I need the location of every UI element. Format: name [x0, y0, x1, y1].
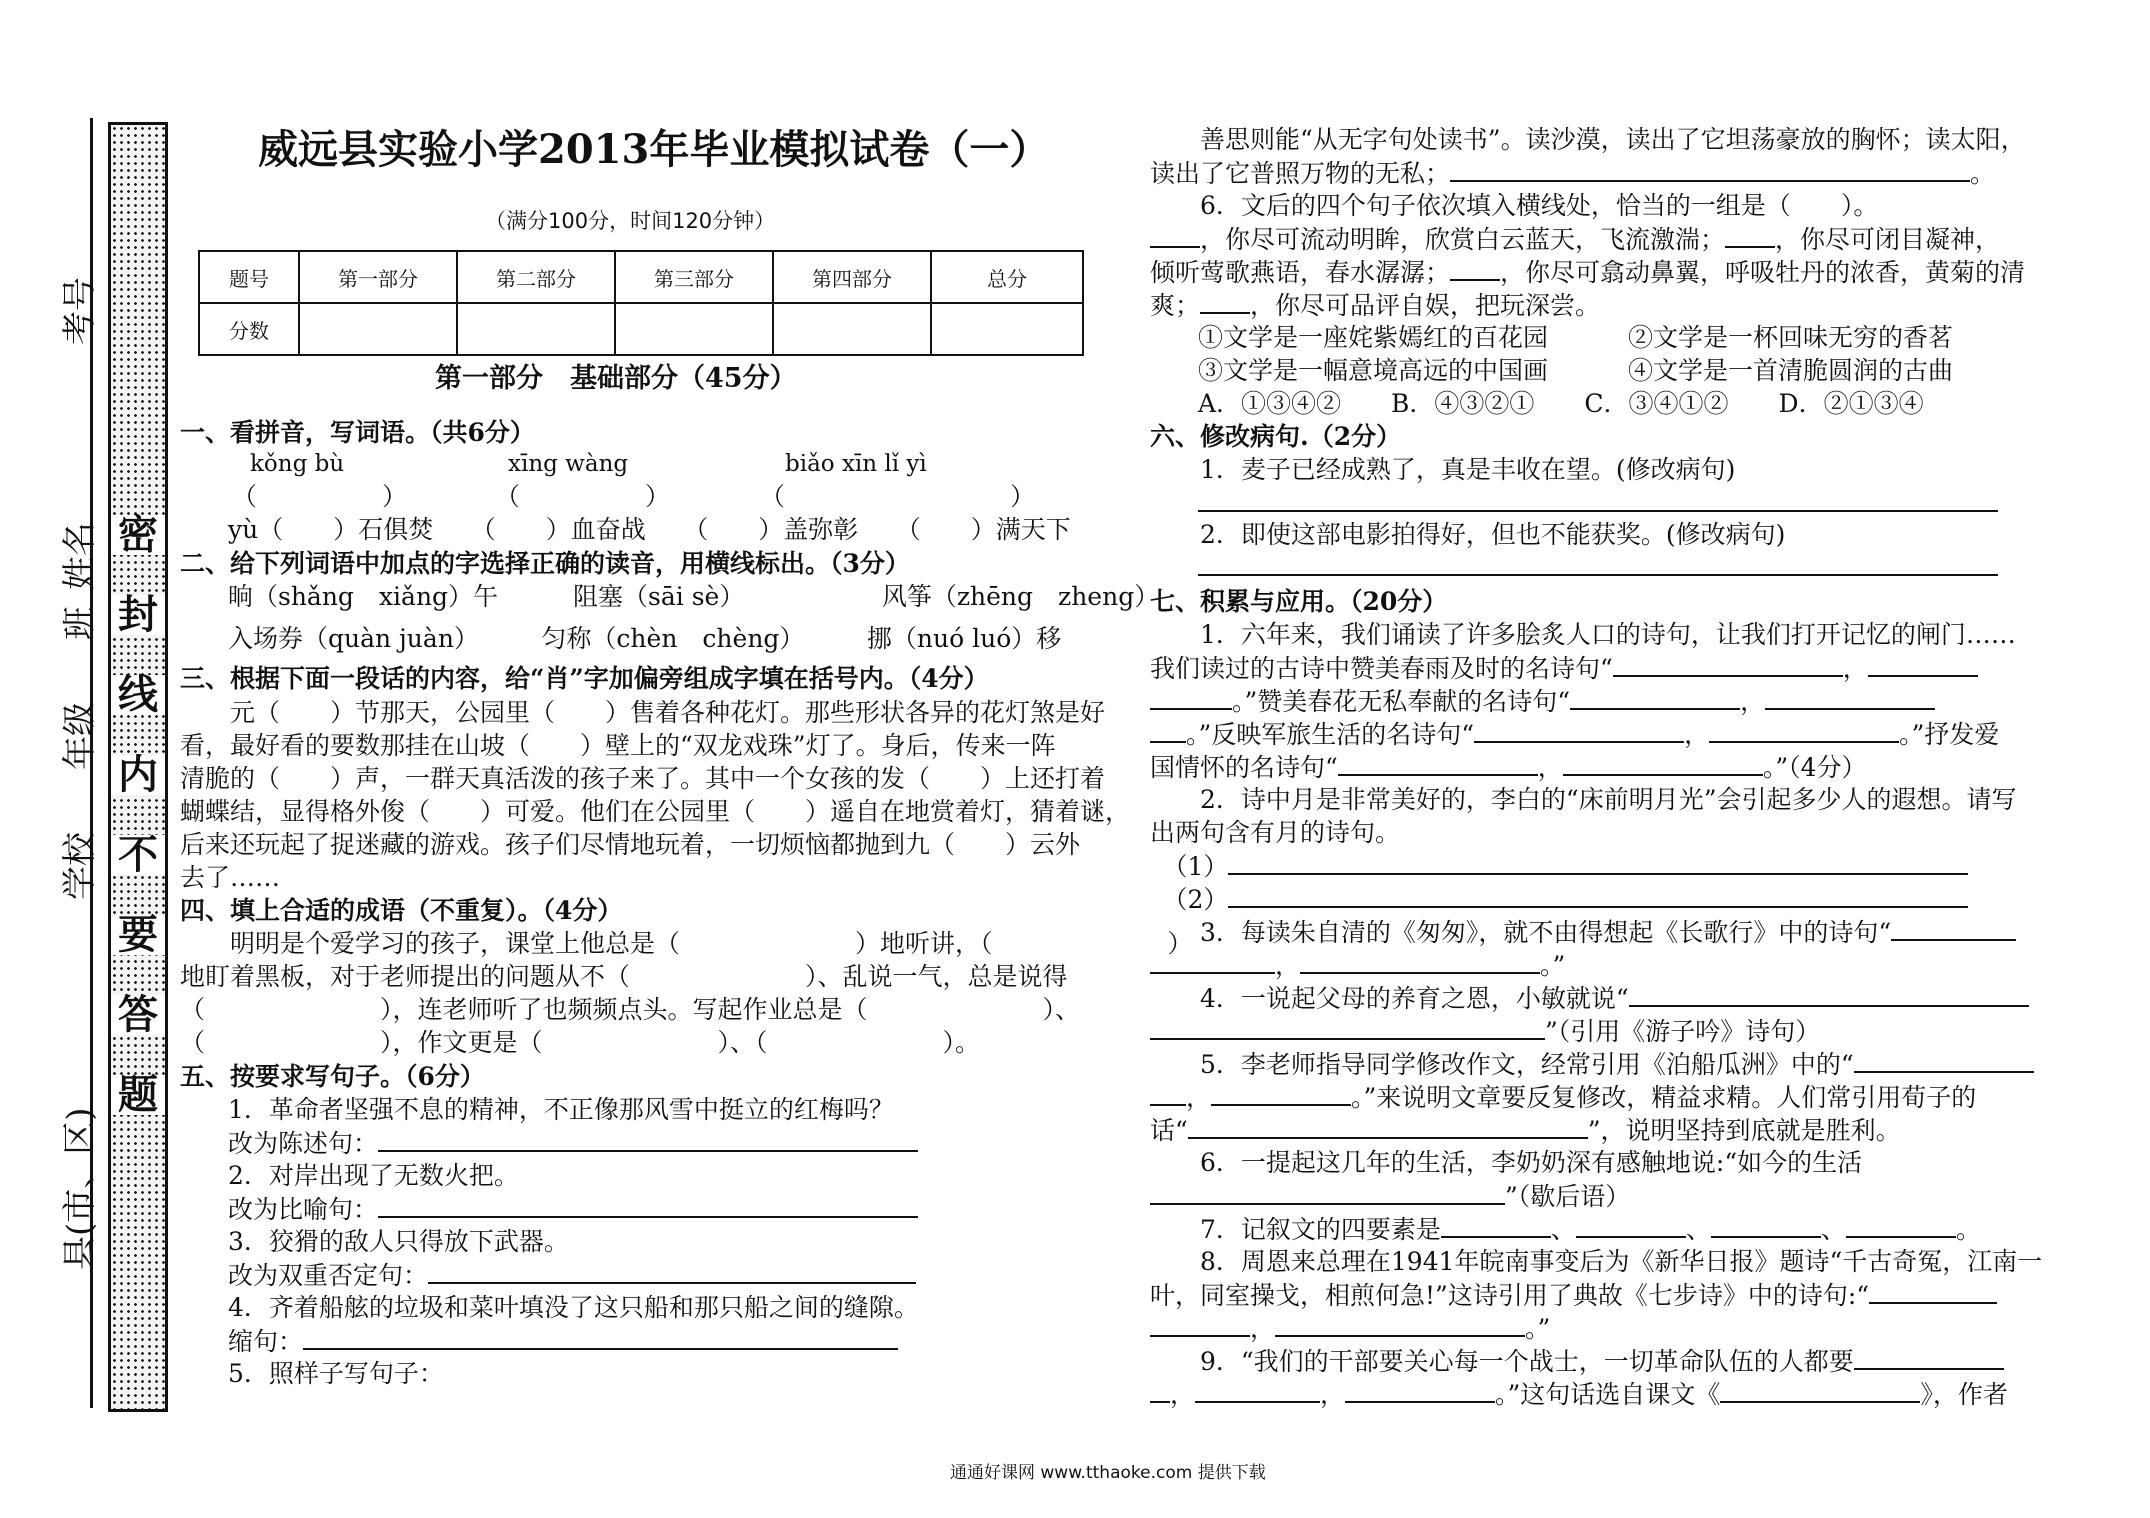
pinyin-answer-3[interactable]: （ ） [760, 482, 1036, 511]
para-line: 国情怀的名诗句“ ， 。”（4分） [1150, 750, 1867, 784]
answer-line[interactable] [1450, 255, 1500, 281]
q-label-text: 缩句： [228, 1327, 304, 1356]
para-line [1150, 981, 2029, 1015]
para-text: 我们读过的古诗中赞美春雨及时的名诗句“ [1150, 654, 1613, 683]
para-line: 看，最好看的要数那挂在山坡（ ）壁上的“双龙戏珠”灯了。身后，传来一阵 [180, 731, 1056, 760]
seal-char: 内 [111, 755, 165, 795]
para-line: 。”赞美春花无私奉献的名诗句“ ， [1150, 684, 1935, 718]
seal-char: 答 [111, 995, 165, 1035]
score-input[interactable] [299, 303, 457, 355]
para-text: 7．记叙文的四要素是 [1150, 1215, 1441, 1244]
para-line [1150, 1047, 2034, 1081]
grade-label: 年级 [60, 702, 100, 770]
section-2-title: 二、给下列词语中加点的字选择正确的读音，用横线标出。（3分） [180, 549, 910, 578]
answer-line[interactable] [1198, 510, 1998, 512]
seal-char: 线 [111, 675, 165, 715]
para-line: ， 。” [1150, 1311, 1550, 1345]
q-label-text: 改为陈述句： [228, 1129, 379, 1158]
seal-char: 封 [111, 595, 165, 635]
q-text: 4．齐着船舷的垃圾和菜叶填没了这只船和那只船之间的缝隙。 [228, 1293, 919, 1322]
para-text: 叶，同室操戈，相煎何急!”这诗引用了典故《七步诗》中的诗句:“ [1150, 1281, 1870, 1310]
para-text: ，你尽可品评自娱，把玩深尝。 [1250, 291, 1601, 320]
exam-title: 威远县实验小学2013年毕业模拟试卷（一） [258, 126, 1050, 173]
para-line: 我们读过的古诗中赞美春雨及时的名诗句“ ， [1150, 651, 1978, 685]
answer-line[interactable] [378, 1126, 918, 1152]
para-text: （1） [1150, 852, 1229, 881]
para-line: ， 。” [1150, 948, 1565, 982]
footer-credit: 通通好课网 www.tthaoke.com 提供下载 [950, 1463, 1266, 1483]
para-text: 。”这句话选自课文《 [1495, 1380, 1721, 1409]
q-label [228, 1324, 898, 1358]
answer-line[interactable] [1300, 948, 1540, 974]
section-4-title: 四、填上合适的成语（不重复）。（4分） [180, 896, 623, 925]
para-text: 9．“我们的干部要关心每一个战士，一切革命队伍的人都要 [1150, 1347, 1854, 1376]
answer-line[interactable] [1711, 1212, 1821, 1238]
q-label [228, 1126, 918, 1160]
answer-line[interactable] [1441, 1212, 1551, 1238]
answer-line[interactable] [1150, 1377, 1170, 1403]
option: ④文学是一首清脆圆润的古曲 [1628, 356, 1954, 385]
para-text: 。”反映军旅生活的名诗句“ [1186, 720, 1475, 749]
section-5-title: 五、按要求写句子。（6分） [180, 1062, 485, 1091]
answer-line[interactable] [1150, 222, 1200, 248]
para-text: 4．一说起父母的养育之恩，小敏就说“ [1150, 984, 1629, 1013]
answer-line[interactable] [1854, 1047, 2034, 1073]
answer-line[interactable] [1150, 1080, 1186, 1106]
answer-line[interactable] [1150, 1311, 1250, 1337]
county-label: 县(市、区) [60, 1107, 100, 1270]
para-line: ， ， 。”这句话选自课文《 》，作者 [1150, 1377, 2008, 1411]
para-text: ，你尽可流动明眸，欣赏白云蓝天，飞流激湍； [1200, 225, 1726, 254]
table-cell: 总分 [931, 251, 1083, 303]
class-label: 班 [60, 606, 100, 640]
answer-line[interactable] [303, 1324, 898, 1350]
para-text: 。”（4分） [1762, 753, 1867, 782]
answer-line[interactable] [428, 1258, 916, 1284]
para-text: ，你尽可翕动鼻翼，呼吸牡丹的浓香，黄菊的清 [1500, 258, 2026, 287]
answer-line[interactable] [1228, 882, 1968, 908]
pinyin-answer-1[interactable]: （ ） [232, 482, 408, 511]
pinyin-2: xīng wàng [508, 451, 629, 477]
seal-char: 不 [111, 835, 165, 875]
score-input[interactable] [931, 303, 1083, 355]
seal-char: 题 [111, 1075, 165, 1115]
para-text: ”（歇后语） [1505, 1182, 1631, 1211]
q-text: 2．即使这部电影拍得好，但也不能获奖。(修改病句) [1150, 520, 1786, 549]
para-text: 话“ [1150, 1116, 1188, 1145]
q-label-text: 改为比喻句： [228, 1195, 379, 1224]
exam-no-label: 考号 [60, 277, 100, 345]
para-text: ”（引用《游子吟》诗句） [1545, 1017, 1821, 1046]
pinyin-1: kǒng bù [250, 451, 345, 477]
para-text: 5．李老师指导同学修改作文，经常引用《泊船瓜洲》中的“ [1150, 1050, 1854, 1079]
score-table [198, 250, 1084, 356]
section-3-title: 三、根据下面一段话的内容，给“肖”字加偏旁组成字填在括号内。（4分） [180, 664, 989, 693]
pinyin-answer-2[interactable]: （ ） [495, 482, 671, 511]
para-line: 后来还玩起了捉迷藏的游戏。孩子们尽情地玩着，一切烦恼都抛到九（ ）云外 [180, 830, 1081, 859]
table-cell: 第二部分 [457, 251, 615, 303]
para-line: （ ），连老师听了也频频点头。写起作业总是（ ）、 [180, 995, 1081, 1024]
section-6-title: 六、修改病句.（2分） [1150, 422, 1402, 451]
para-line [1150, 915, 2016, 949]
answer-line[interactable] [1211, 1080, 1351, 1106]
para-text: 。”抒发爱 [1899, 720, 2000, 749]
section-1-title: 一、看拼音，写词语。（共6分） [180, 418, 535, 447]
para-line: 清脆的（ ）声，一群天真活泼的孩子来了。其中一个女孩的发（ ）上还打着 [180, 764, 1106, 793]
answer-line[interactable] [1345, 1377, 1495, 1403]
answer-line[interactable] [1150, 1014, 1545, 1040]
para-text: 。”来说明文章要反复修改，精益求精。人们常引用荀子的 [1351, 1083, 1977, 1112]
answer-line[interactable] [1709, 717, 1899, 743]
answer-line[interactable] [1854, 1344, 2004, 1370]
q-text: 6．文后的四个句子依次填入横线处，恰当的一组是（ ）。 [1150, 191, 1879, 220]
para-text: ，你尽可闭目凝神， [1775, 225, 2001, 254]
answer-line[interactable] [1720, 1377, 1920, 1403]
para-line [1150, 1113, 1901, 1147]
q-text: 3．狡猾的敌人只得放下武器。 [228, 1227, 569, 1256]
para-line [1150, 255, 2025, 289]
part1-title: 第一部分 基础部分（45分） [435, 363, 797, 394]
q-text: 1．六年来，我们诵读了许多脍炙人口的诗句，让我们打开记忆的闸门…… [1150, 620, 2016, 649]
reading-line-1: 晌（shǎng xiǎng）午 阻塞（sāi sè） 风筝（zhēng zheng） [228, 582, 1160, 611]
table-cell: 第四部分 [773, 251, 931, 303]
answer-line[interactable] [1474, 717, 1684, 743]
answer-line[interactable] [1868, 651, 1978, 677]
answer-line[interactable] [1200, 288, 1250, 314]
para-line: 善思则能“从无字句处读书”。读沙漠，读出了它坦荡豪放的胸怀；读太阳， [1150, 125, 2026, 154]
q-text: 出两句含有月的诗句。 [1150, 818, 1401, 847]
para-line: 元（ ）节那天，公园里（ ）售着各种花灯。那些形状各异的花灯煞是好 [180, 698, 1106, 727]
answer-line[interactable] [378, 1192, 918, 1218]
answer-line[interactable] [1563, 750, 1763, 776]
reading-line-2: 入场券（quàn juàn） 匀称（chèn chèng） 挪（nuó luó）移 [228, 624, 1062, 653]
option: ③文学是一幅意境高远的中国画 [1198, 356, 1549, 385]
answer-line[interactable] [1150, 1179, 1505, 1205]
q-text: 1．麦子已经成熟了，真是丰收在望。(修改病句) [1150, 455, 1736, 484]
table-row [199, 251, 1083, 303]
pinyin-3: biǎo xīn lǐ yì [785, 451, 927, 477]
seal-char: 要 [111, 915, 165, 955]
table-row [199, 303, 1083, 355]
para-line: ， 。”来说明文章要反复修改，精益求精。人们常引用荀子的 [1150, 1080, 1976, 1114]
section-7-title: 七、积累与应用。（20分） [1150, 587, 1448, 616]
score-input[interactable] [615, 303, 773, 355]
para-line: 明明是个爱学习的孩子，课堂上他总是（ ）地听讲，（ ） [180, 929, 1193, 958]
para-text: 读出了它普照万物的无私； [1150, 159, 1451, 188]
para-line [1150, 1344, 2004, 1378]
para-line: 。”反映军旅生活的名诗句“ ， 。”抒发爱 [1150, 717, 1999, 751]
para-line [1150, 882, 1968, 916]
para-line [1150, 288, 1600, 322]
score-input[interactable] [457, 303, 615, 355]
table-cell: 题号 [199, 251, 299, 303]
score-input[interactable] [773, 303, 931, 355]
para-line: 7．记叙文的四要素是 、 、 、 。 [1150, 1212, 1981, 1246]
para-line [1150, 1278, 1997, 1312]
answer-line[interactable] [1765, 684, 1935, 710]
answer-line[interactable] [1570, 684, 1740, 710]
para-text: 。”赞美春花无私奉献的名诗句“ [1232, 687, 1571, 716]
para-text: 国情怀的名诗句“ [1150, 753, 1338, 782]
answer-line[interactable] [1450, 156, 1970, 182]
q-text: 2．诗中月是非常美好的，李白的“床前明月光”会引起多少人的遐想。请写 [1150, 785, 2017, 814]
para-text: 3．每读朱自清的《匆匆》，就不由得想起《长歌行》中的诗句“ [1150, 918, 1892, 947]
answer-line[interactable] [1338, 750, 1538, 776]
answer-line[interactable] [1576, 1212, 1686, 1238]
option: ①文学是一座姹紫嫣红的百花园 [1198, 323, 1549, 352]
para-line [1150, 1179, 1630, 1213]
para-line [1150, 849, 1968, 883]
answer-line[interactable] [1275, 1311, 1525, 1337]
idiom-line: yù（ ）石俱焚 （ ）血奋战 （ ）盖弥彰 （ ）满天下 [228, 515, 1071, 544]
q-text: 8．周恩来总理在1941年皖南事变后为《新华日报》题诗“千古奇冤，江南一 [1150, 1247, 2043, 1276]
para-text: 爽； [1150, 291, 1201, 320]
para-line: 读出了它普照万物的无私； 。 [1150, 156, 1995, 190]
para-line [1150, 1014, 1820, 1048]
para-line: 去了…… [180, 863, 281, 892]
exam-subtitle: （满分100分，时间120分钟） [485, 209, 776, 233]
answer-line[interactable] [1198, 574, 1998, 576]
para-line: 地盯着黑板，对于老师提出的问题从不（ ）、乱说一气，总是说得 [180, 962, 1068, 991]
q-text: 5．照样子写句子： [228, 1359, 444, 1388]
para-line [1150, 222, 2000, 256]
q-label [228, 1192, 918, 1226]
answer-line[interactable] [1195, 1377, 1320, 1403]
answer-line[interactable] [1228, 849, 1968, 875]
q-label-text: 改为双重否定句： [228, 1261, 429, 1290]
para-text: 》，作者 [1920, 1380, 2008, 1409]
para-text: （2） [1150, 885, 1229, 914]
table-cell: 第一部分 [299, 251, 457, 303]
answer-line[interactable] [1869, 1278, 1997, 1304]
table-cell: 分数 [199, 303, 299, 355]
para-line: 蝴蝶结，显得格外俊（ ）可爱。他们在公园里（ ）遥自在地赏着灯，猜着谜， [180, 797, 1131, 826]
answer-line[interactable] [1150, 684, 1232, 710]
q-text: 6．一提起这几年的生活，李奶奶深有感触地说:“如今的生活 [1150, 1148, 1863, 1177]
seal-char: 密 [111, 515, 165, 555]
choices[interactable]: A．①③④② B．④③②① C．③④①② D．②①③④ [1198, 389, 1924, 418]
answer-line[interactable] [1188, 1113, 1588, 1139]
para-text: ”，说明坚持到底就是胜利。 [1587, 1116, 1901, 1145]
para-line: （ ），作文更是（ ）、（ ）。 [180, 1028, 981, 1057]
q-text: 2．对岸出现了无数火把。 [228, 1161, 519, 1190]
answer-line[interactable] [1150, 948, 1275, 974]
seal-strip [108, 122, 168, 1412]
answer-line[interactable] [1629, 981, 2029, 1007]
table-cell: 第三部分 [615, 251, 773, 303]
para-text: 倾听莺歌燕语，春水潺潺； [1150, 258, 1451, 287]
option: ②文学是一杯回味无穷的香茗 [1628, 323, 1954, 352]
answer-line[interactable] [1891, 915, 2016, 941]
school-label: 学校 [60, 832, 100, 900]
answer-line[interactable] [1150, 717, 1186, 743]
answer-line[interactable] [1613, 651, 1843, 677]
answer-line[interactable] [1846, 1212, 1956, 1238]
name-label: 姓名 [60, 522, 100, 590]
q-label [228, 1258, 916, 1292]
q-text: 1．革命者坚强不息的精神，不正像那风雪中挺立的红梅吗？ [228, 1095, 894, 1124]
answer-line[interactable] [1725, 222, 1775, 248]
